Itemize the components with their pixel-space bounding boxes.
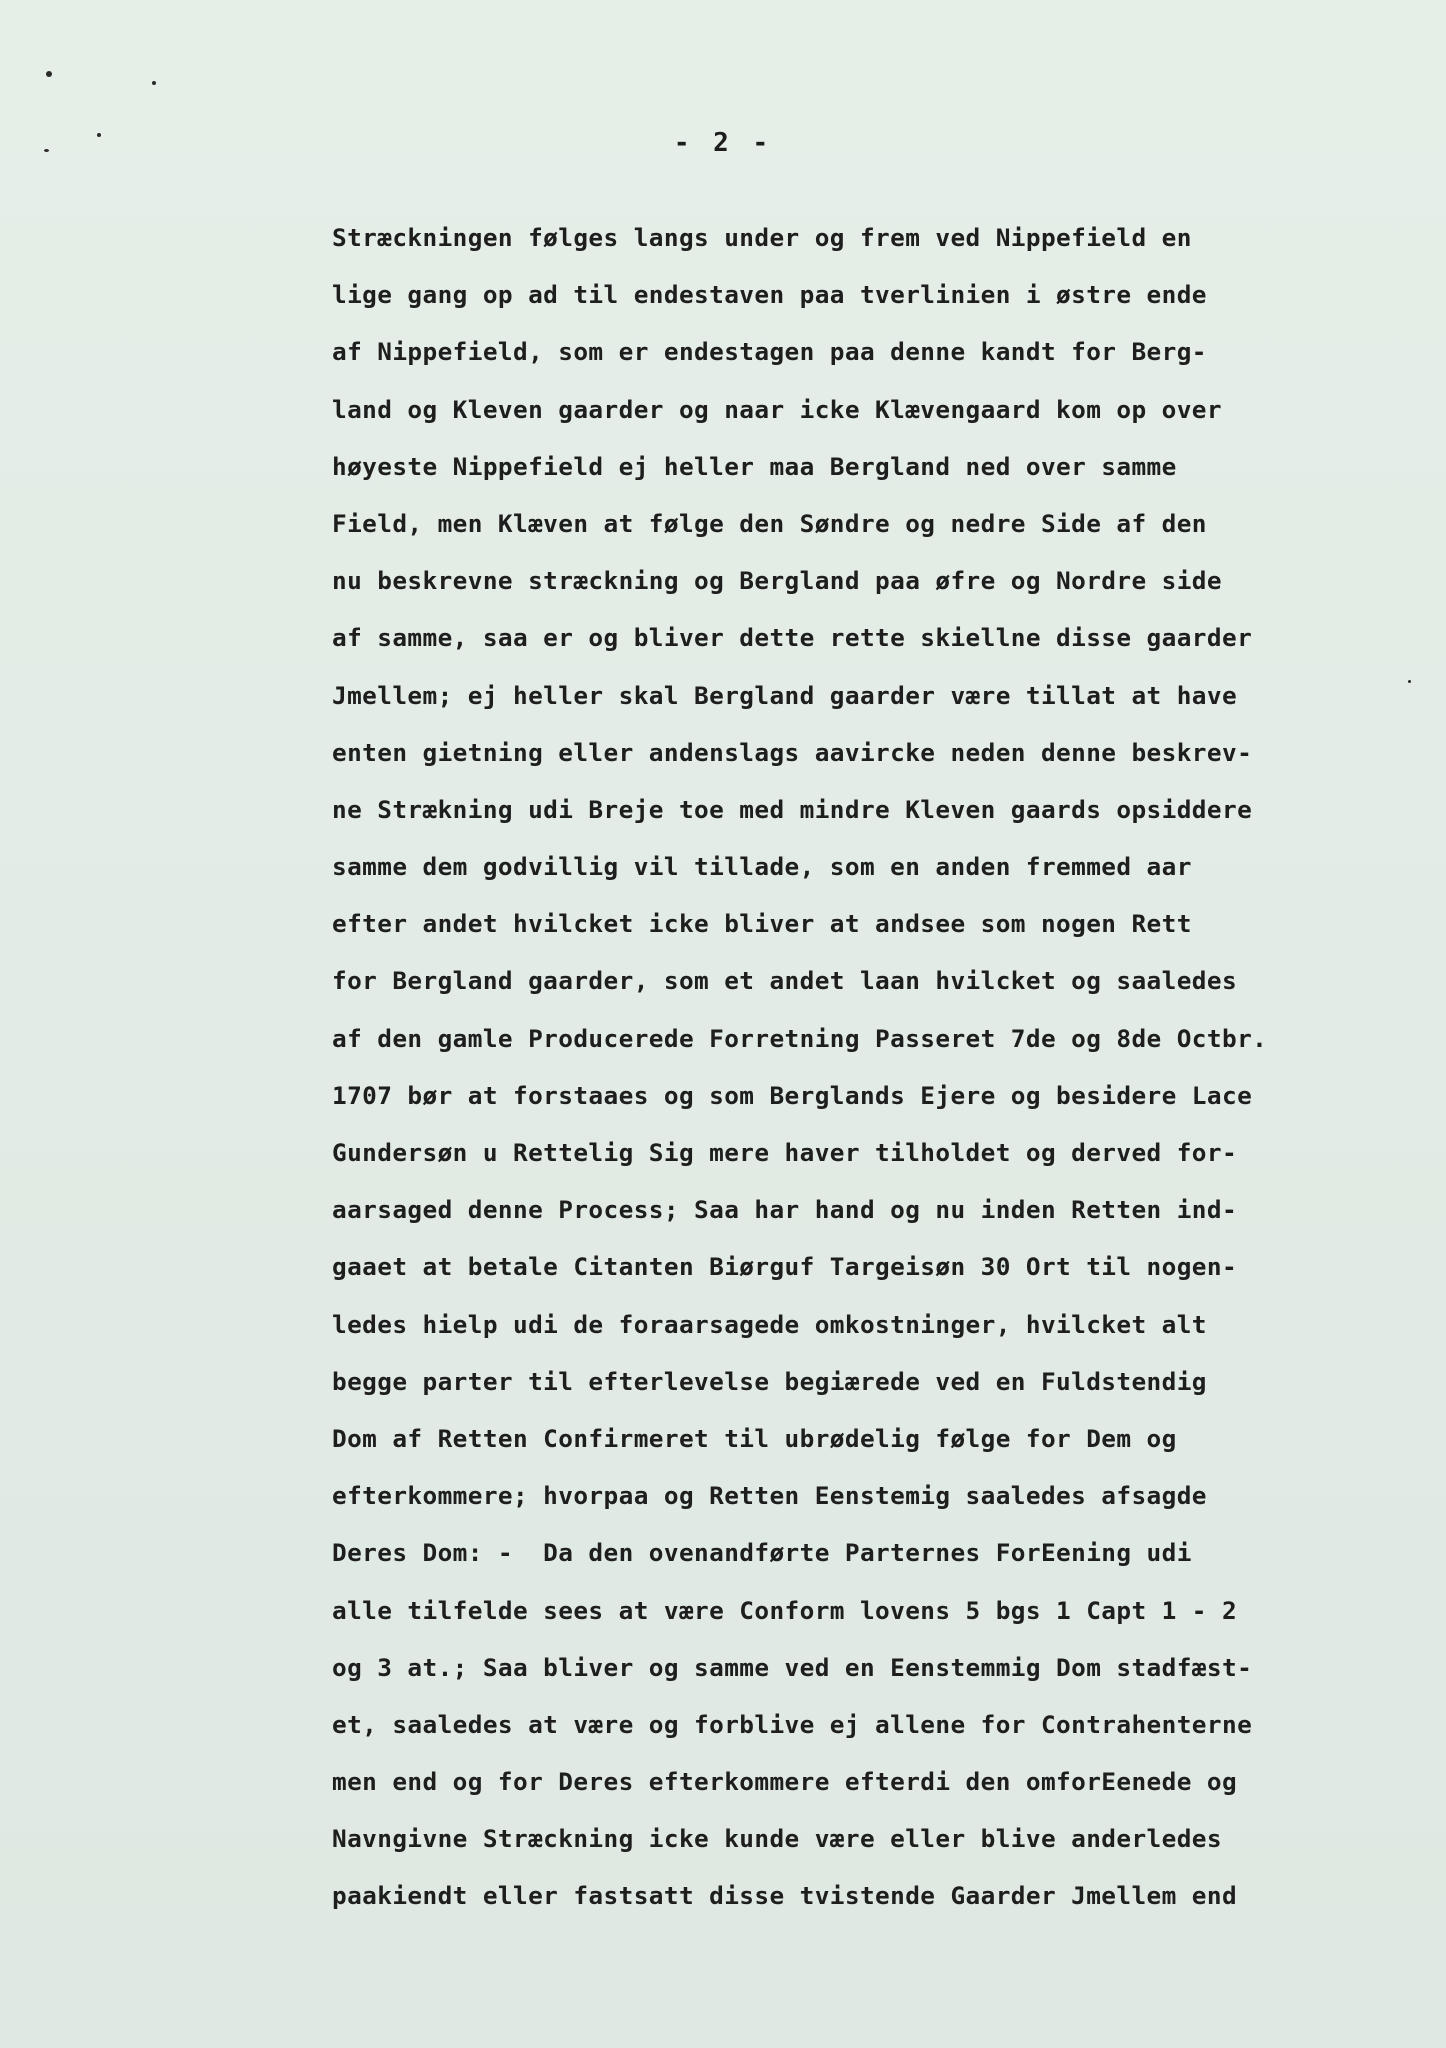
text-line: gaaet at betale Citanten Biørguf Targeisøn 30 Ort til nogen- bbox=[332, 1252, 1238, 1282]
text-line: af Nippefield, som er endestagen paa denne kandt for Berg- bbox=[332, 337, 1207, 367]
text-line: efterkommere; hvorpaa og Retten Eenstemig saaledes afsagde bbox=[332, 1481, 1207, 1511]
text-line: Stræckningen følges langs under og frem ved Nippefield en bbox=[332, 223, 1192, 252]
text-line: ledes hielp udi de foraarsagede omkostninger, hvilcket alt bbox=[332, 1309, 1207, 1339]
text-line: og 3 at.; Saa bliver og samme ved en Eenstemmig Dom stadfæst- bbox=[332, 1652, 1253, 1682]
text-line: Jmellem; ej heller skal Bergland gaarder være tillat at have bbox=[332, 680, 1238, 710]
margin-speck bbox=[152, 81, 156, 85]
text-line: høyeste Nippefield ej heller maa Bergland ned over samme bbox=[332, 451, 1177, 481]
text-line: efter andet hvilcket icke bliver at andsee som nogen Rett bbox=[332, 909, 1192, 939]
text-line: for Bergland gaarder, som et andet laan hvilcket og saaledes bbox=[332, 966, 1238, 996]
page-number: - 2 - bbox=[673, 128, 773, 158]
text-line: lige gang op ad til endestaven paa tverlinien i østre ende bbox=[332, 280, 1207, 310]
text-line: af den gamle Producerede Forretning Passeret 7de og 8de Octbr. bbox=[332, 1023, 1268, 1053]
margin-speck bbox=[46, 71, 52, 77]
text-line: men end og for Deres efterkommere efterdi den omforEenede og bbox=[332, 1767, 1238, 1797]
text-line: nu beskrevne stræckning og Bergland paa øfre og Nordre side bbox=[332, 566, 1222, 596]
text-line: Gundersøn u Rettelig Sig mere haver tilholdet og derved for- bbox=[332, 1138, 1238, 1167]
text-line: paakiendt eller fastsatt disse tvistende Gaarder Jmellem end bbox=[332, 1881, 1238, 1911]
text-line: et, saaledes at være og forblive ej allene for Contrahenterne bbox=[332, 1709, 1253, 1739]
text-line: samme dem godvillig vil tillade, som en anden fremmed aar bbox=[332, 852, 1192, 882]
text-line: Deres Dom: - Da den ovenandførte Parternes ForEening udi bbox=[332, 1538, 1192, 1568]
text-line: Dom af Retten Confirmeret til ubrødelig følge for Dem og bbox=[332, 1423, 1177, 1453]
text-line: aarsaged denne Process; Saa har hand og nu inden Retten ind- bbox=[332, 1195, 1238, 1225]
text-line: begge parter til efterlevelse begiærede ved en Fuldstendig bbox=[332, 1366, 1207, 1396]
text-line: Field, men Klæven at følge den Søndre og nedre Side af den bbox=[332, 508, 1207, 538]
document-body bbox=[332, 216, 1412, 1932]
text-line: enten gietning eller andenslags aavircke neden denne beskrev- bbox=[332, 737, 1253, 767]
text-line: Navngivne Stræckning icke kunde være eller blive anderledes bbox=[332, 1824, 1222, 1854]
text-line: ne Strækning udi Breje toe med mindre Kleven gaards opsiddere bbox=[332, 794, 1253, 824]
text-line: af samme, saa er og bliver dette rette skiellne disse gaarder bbox=[332, 623, 1253, 653]
text-line: 1707 bør at forstaaes og som Berglands Ejere og besidere Lace bbox=[332, 1080, 1253, 1110]
text-line: land og Kleven gaarder og naar icke Klævengaard kom op over bbox=[332, 394, 1222, 424]
text-line: alle tilfelde sees at være Conform lovens 5 bgs 1 Capt 1 - 2 bbox=[332, 1595, 1238, 1625]
